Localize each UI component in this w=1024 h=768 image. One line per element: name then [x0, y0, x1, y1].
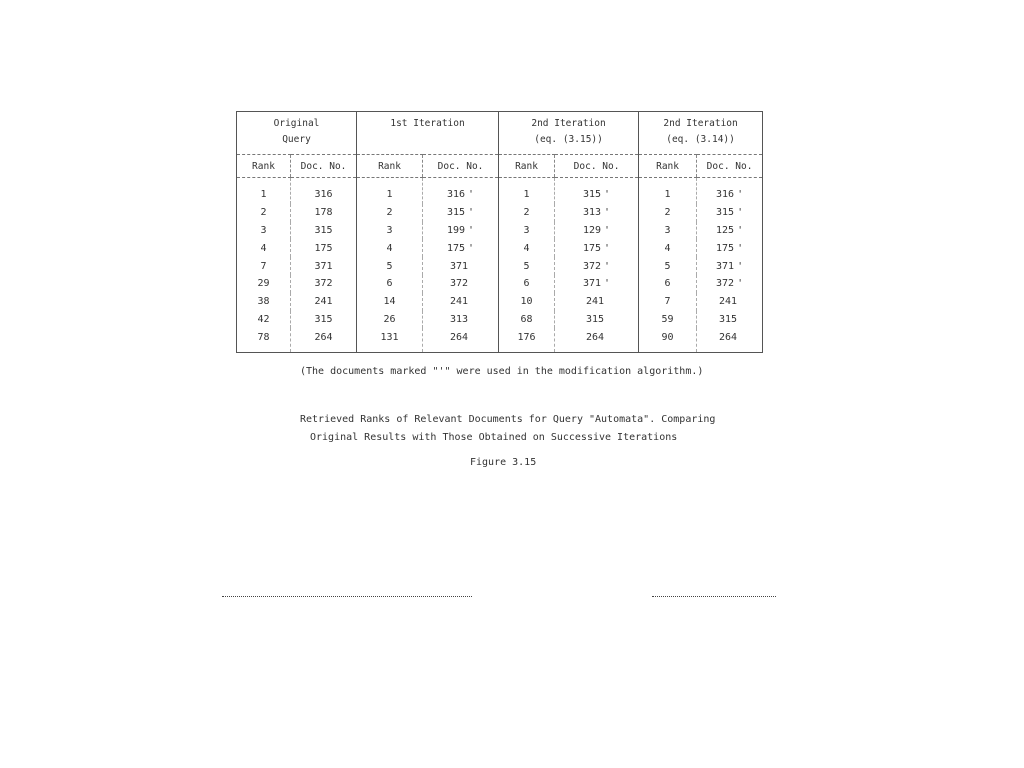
- doc-no-value: 372: [716, 278, 735, 290]
- doc-no-value: 315: [314, 224, 333, 236]
- rank-cell: 29: [237, 275, 291, 293]
- doc-no-cell: [555, 178, 639, 204]
- rank-cell: 78: [237, 328, 291, 352]
- rank-cell: 3: [357, 222, 423, 240]
- column-header-rank: Rank: [499, 155, 555, 178]
- doc-no-cell: [555, 222, 639, 240]
- rank-cell: 131: [357, 328, 423, 352]
- table-row: [237, 328, 763, 352]
- doc-no-value: 316: [716, 189, 735, 201]
- doc-no-cell: [697, 222, 763, 240]
- rank-cell: 1: [237, 178, 291, 204]
- rank-cell: 7: [639, 293, 697, 311]
- group-header-line1: Original: [273, 118, 320, 129]
- rank-cell: 59: [639, 311, 697, 329]
- doc-no-cell: [291, 239, 357, 257]
- modification-mark: ': [468, 207, 475, 219]
- modification-mark: ': [604, 278, 611, 290]
- rank-cell: 1: [357, 178, 423, 204]
- rank-cell: 10: [499, 293, 555, 311]
- table-row: [237, 178, 763, 204]
- table-row: [237, 222, 763, 240]
- caption-line-2: Original Results with Those Obtained on Successive Iterations: [310, 432, 678, 443]
- modification-mark: ': [468, 224, 475, 236]
- rank-cell: 3: [237, 222, 291, 240]
- table-row: [237, 293, 763, 311]
- doc-no-value: 264: [719, 331, 738, 343]
- column-header-rank: Rank: [357, 155, 423, 178]
- doc-no-cell: [291, 311, 357, 329]
- doc-no-cell: [697, 178, 763, 204]
- doc-no-cell: [423, 239, 499, 257]
- doc-no-cell: [697, 204, 763, 222]
- doc-no-cell: [423, 204, 499, 222]
- doc-no-cell: [423, 178, 499, 204]
- column-header-rank: Rank: [639, 155, 697, 178]
- rank-cell: 176: [499, 328, 555, 352]
- rank-cell: 6: [357, 275, 423, 293]
- modification-mark: ': [737, 224, 744, 236]
- doc-no-value: 129: [582, 224, 602, 236]
- doc-no-cell: [697, 239, 763, 257]
- modification-mark: ': [468, 189, 475, 201]
- rank-cell: 3: [499, 222, 555, 240]
- doc-no-value: 199: [446, 224, 466, 236]
- doc-no-value: 371: [449, 260, 469, 272]
- rank-cell: 2: [237, 204, 291, 222]
- group-header-iteration-1: [357, 112, 499, 155]
- doc-no-value: 241: [449, 296, 469, 308]
- doc-no-value: 175: [314, 242, 333, 254]
- doc-no-value: 175: [446, 242, 466, 254]
- doc-no-value: 175: [582, 242, 602, 254]
- group-header-line2: (eq. (3.14)): [666, 134, 735, 145]
- group-header-iteration-2-eq314: [639, 112, 763, 155]
- table-row: [237, 239, 763, 257]
- doc-no-cell: [423, 311, 499, 329]
- doc-no-value: 372: [449, 278, 469, 290]
- group-header-original: [237, 112, 357, 155]
- doc-no-cell: [555, 311, 639, 329]
- rank-cell: 5: [499, 257, 555, 275]
- rank-cell: 1: [639, 178, 697, 204]
- rank-cell: 1: [499, 178, 555, 204]
- group-header-line1: 2nd Iteration: [663, 118, 738, 129]
- column-header-doc-no: Doc. No.: [697, 155, 763, 178]
- rank-cell: 5: [357, 257, 423, 275]
- doc-no-value: 371: [716, 260, 735, 272]
- dotted-rule-left: [222, 596, 472, 597]
- doc-no-cell: [555, 239, 639, 257]
- doc-no-cell: [423, 222, 499, 240]
- figure-label: Figure 3.15: [470, 457, 537, 468]
- results-table-body: [237, 178, 763, 353]
- modification-mark: ': [604, 260, 611, 272]
- rank-cell: 7: [237, 257, 291, 275]
- group-header-line2: (eq. (3.15)): [534, 134, 603, 145]
- column-header-doc-no: Doc. No.: [423, 155, 499, 178]
- modification-mark: ': [604, 207, 611, 219]
- column-header-doc-no: Doc. No.: [555, 155, 639, 178]
- rank-cell: 4: [357, 239, 423, 257]
- dotted-rule-right: [652, 596, 776, 597]
- doc-no-cell: [697, 293, 763, 311]
- rank-cell: 4: [237, 239, 291, 257]
- doc-no-value: 315: [719, 313, 738, 325]
- rank-cell: 38: [237, 293, 291, 311]
- doc-no-cell: [423, 275, 499, 293]
- rank-cell: 6: [639, 275, 697, 293]
- group-header-row: [237, 112, 763, 155]
- doc-no-value: 178: [314, 207, 333, 219]
- doc-no-value: 264: [449, 331, 469, 343]
- doc-no-value: 316: [314, 189, 333, 201]
- group-header-line1: 2nd Iteration: [531, 118, 606, 129]
- modification-mark: ': [604, 224, 611, 236]
- rank-cell: 2: [499, 204, 555, 222]
- rank-cell: 14: [357, 293, 423, 311]
- rank-cell: 2: [357, 204, 423, 222]
- doc-no-value: 315: [446, 207, 466, 219]
- doc-no-cell: [555, 204, 639, 222]
- doc-no-cell: [697, 311, 763, 329]
- table-row: [237, 204, 763, 222]
- doc-no-cell: [555, 328, 639, 352]
- table-note: (The documents marked "'" were used in the modification algorithm.): [300, 366, 704, 377]
- doc-no-cell: [555, 293, 639, 311]
- doc-no-cell: [697, 257, 763, 275]
- results-table: [236, 111, 763, 353]
- modification-mark: ': [737, 242, 744, 254]
- column-header-rank: Rank: [237, 155, 291, 178]
- doc-no-value: 313: [582, 207, 602, 219]
- doc-no-cell: [291, 222, 357, 240]
- doc-no-value: 313: [449, 313, 469, 325]
- doc-no-cell: [697, 328, 763, 352]
- rank-cell: 42: [237, 311, 291, 329]
- doc-no-value: 241: [314, 296, 333, 308]
- doc-no-value: 315: [582, 189, 602, 201]
- group-header-iteration-2-eq315: [499, 112, 639, 155]
- doc-no-value: 372: [582, 260, 602, 272]
- doc-no-value: 315: [586, 313, 605, 325]
- rank-cell: 4: [639, 239, 697, 257]
- rank-cell: 2: [639, 204, 697, 222]
- table-row: [237, 257, 763, 275]
- doc-no-value: 371: [582, 278, 602, 290]
- doc-no-cell: [555, 257, 639, 275]
- rank-cell: 68: [499, 311, 555, 329]
- modification-mark: ': [737, 189, 744, 201]
- doc-no-cell: [291, 328, 357, 352]
- doc-no-cell: [423, 293, 499, 311]
- rank-cell: 4: [499, 239, 555, 257]
- doc-no-value: 264: [314, 331, 333, 343]
- doc-no-cell: [291, 257, 357, 275]
- modification-mark: ': [737, 278, 744, 290]
- rank-cell: 26: [357, 311, 423, 329]
- rank-cell: 3: [639, 222, 697, 240]
- group-header-line2: Query: [282, 134, 311, 145]
- modification-mark: ': [468, 242, 475, 254]
- doc-no-cell: [291, 275, 357, 293]
- doc-no-value: 264: [586, 331, 605, 343]
- doc-no-value: 315: [716, 207, 735, 219]
- doc-no-value: 315: [314, 313, 333, 325]
- modification-mark: ': [604, 189, 611, 201]
- group-header-line1: 1st Iteration: [390, 118, 465, 129]
- rank-cell: 6: [499, 275, 555, 293]
- modification-mark: ': [737, 260, 744, 272]
- rank-cell: 5: [639, 257, 697, 275]
- doc-no-cell: [555, 275, 639, 293]
- doc-no-value: 125: [716, 224, 735, 236]
- doc-no-cell: [291, 293, 357, 311]
- modification-mark: ': [604, 242, 611, 254]
- results-table-container: [236, 111, 762, 353]
- doc-no-value: 175: [716, 242, 735, 254]
- rank-cell: 90: [639, 328, 697, 352]
- doc-no-cell: [697, 275, 763, 293]
- doc-no-cell: [423, 328, 499, 352]
- modification-mark: ': [737, 207, 744, 219]
- doc-no-value: 316: [446, 189, 466, 201]
- column-header-row: [237, 155, 763, 178]
- doc-no-cell: [423, 257, 499, 275]
- table-row: [237, 311, 763, 329]
- doc-no-value: 241: [719, 296, 738, 308]
- doc-no-cell: [291, 178, 357, 204]
- doc-no-cell: [291, 204, 357, 222]
- table-row: [237, 275, 763, 293]
- caption-line-1: Retrieved Ranks of Relevant Documents for Query "Automata". Comparing: [300, 414, 716, 425]
- doc-no-value: 371: [314, 260, 333, 272]
- doc-no-value: 241: [586, 296, 605, 308]
- column-header-doc-no: Doc. No.: [291, 155, 357, 178]
- doc-no-value: 372: [314, 278, 333, 290]
